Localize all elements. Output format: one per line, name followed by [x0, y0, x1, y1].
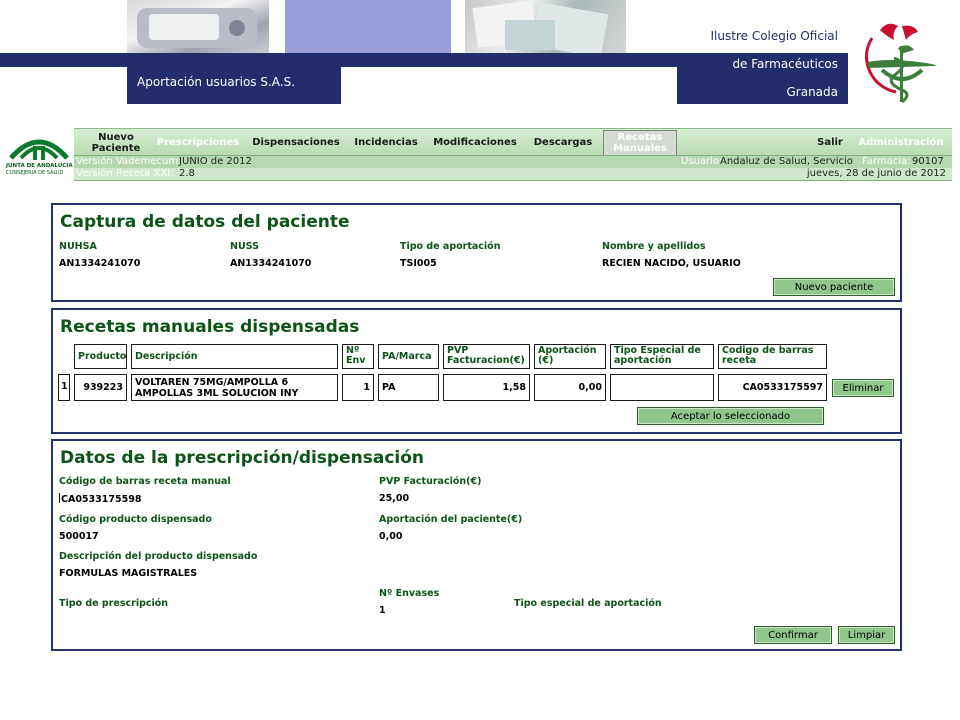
documents-image [465, 0, 626, 53]
limpiar-button[interactable]: Limpiar [838, 626, 895, 644]
main-nav [74, 128, 952, 156]
codigo-barras-label: Código de barras receta manual [59, 476, 231, 487]
col-tipo-especial-header: Tipo Especial de aportación [610, 344, 714, 369]
tipo-aportacion-value: TSI005 [400, 258, 437, 269]
receta-version-label: Versión Receta XXI: [76, 168, 174, 179]
col-nenv-header: Nº Env [342, 344, 374, 369]
row-pvp: 1,58 [443, 374, 530, 401]
nav-descargas[interactable]: Descargas [533, 137, 593, 148]
aportacion-paciente-value: 0,00 [379, 531, 403, 542]
usuario-value: Andaluz de Salud, Servicio [720, 156, 853, 167]
row-descripcion: VOLTAREN 75MG/AMPOLLA 6 AMPOLLAS 3ML SOLUCION INY [131, 374, 338, 401]
nuhsa-label: NUHSA [59, 241, 97, 252]
nav-nuevo-paciente[interactable]: Nuevo Paciente [91, 131, 141, 154]
col-codigo-header: Codigo de barras receta [718, 344, 827, 369]
junta-andalucia-logo [5, 128, 74, 181]
pharmacy-emblem-icon [858, 18, 940, 106]
aceptar-seleccionado-button[interactable]: Aceptar lo seleccionado [637, 407, 824, 425]
receta-version-value: 2.8 [179, 168, 195, 179]
recetas-panel-title: Recetas manuales dispensadas [60, 317, 360, 337]
header-caption: Aportación usuarios S.A.S. [137, 75, 296, 89]
row-nenv: 1 [342, 374, 374, 401]
org-name-line2: de Farmacéuticos [732, 57, 838, 71]
patient-panel [51, 203, 902, 302]
farmacia-label: Farmacia: [862, 156, 911, 167]
pvp-facturacion-value: 25,00 [379, 493, 410, 504]
aportacion-paciente-label: Aportación del paciente(€) [379, 514, 523, 525]
tipo-aportacion-label: Tipo de aportación [400, 241, 501, 252]
eliminar-button[interactable]: Eliminar [832, 379, 894, 397]
info-row-1 [74, 155, 952, 169]
row-codigo: CA0533175597 [718, 374, 827, 401]
pharmacy-logo [858, 18, 940, 106]
nuss-label: NUSS [230, 241, 259, 252]
col-pamarca-header: PA/Marca [378, 344, 439, 369]
confirmar-button[interactable]: Confirmar [754, 626, 832, 644]
pvp-facturacion-label: PVP Facturación(€) [379, 476, 482, 487]
vademecum-value: JUNIO de 2012 [179, 156, 252, 167]
org-name-line1: Ilustre Colegio Oficial [710, 29, 838, 43]
header-photo-block [285, 0, 451, 53]
tipo-especial-aportacion-label: Tipo especial de aportación [514, 598, 662, 609]
nav-salir[interactable]: Salir [817, 137, 843, 148]
col-producto-header: Producto [74, 344, 127, 369]
usuario-label: Usuario: [681, 156, 723, 167]
codigo-producto-value: 500017 [59, 531, 99, 542]
row-tipo-especial [610, 374, 714, 401]
col-pvp-header: PVP Facturacion(€) [443, 344, 530, 369]
descripcion-producto-label: Descripción del producto dispensado [59, 551, 258, 562]
vademecum-label: Versión Vademecum: [76, 156, 182, 167]
nombre-value: RECIEN NACIDO, USUARIO [602, 258, 741, 269]
envases-value: 1 [379, 605, 386, 616]
tipo-prescripcion-label: Tipo de prescripción [59, 598, 169, 609]
nombre-label: Nombre y apellidos [602, 241, 706, 252]
header-photo-scanner [127, 0, 269, 53]
prescripcion-panel [51, 439, 902, 651]
junta-logo-text1: JUNTA DE ANDALUCIA [6, 163, 73, 169]
row-aportacion: 0,00 [534, 374, 606, 401]
text-caret [59, 493, 60, 503]
row-pamarca: PA [378, 374, 439, 401]
row-index: 1 [58, 374, 70, 401]
nav-prescripciones[interactable]: Prescripciones [156, 137, 240, 148]
info-row-2 [74, 168, 952, 181]
nav-administracion[interactable]: Administración [858, 137, 944, 148]
prescripcion-panel-title: Datos de la prescripción/dispensación [60, 448, 425, 468]
scanner-image [127, 0, 269, 53]
col-aportacion-header: Aportación (€) [534, 344, 606, 369]
farmacia-value: 90107 [912, 156, 944, 167]
junta-logo-text2: CONSEJERIA DE SALUD [6, 170, 64, 176]
codigo-barras-value: CA0533175598 [61, 494, 142, 505]
nuhsa-value: AN1334241070 [59, 258, 141, 269]
nuevo-paciente-button[interactable]: Nuevo paciente [773, 278, 895, 296]
nuss-value: AN1334241070 [230, 258, 312, 269]
patient-panel-title: Captura de datos del paciente [60, 212, 350, 232]
row-producto: 939223 [74, 374, 127, 401]
codigo-producto-label: Código producto dispensado [59, 514, 212, 525]
descripcion-producto-value: FORMULAS MAGISTRALES [59, 568, 198, 579]
nav-incidencias[interactable]: Incidencias [354, 137, 418, 148]
org-name-line3: Granada [786, 85, 838, 99]
envases-label: Nº Envases [379, 588, 440, 599]
nav-dispensaciones[interactable]: Dispensaciones [252, 137, 340, 148]
current-date: jueves, 28 de junio de 2012 [806, 168, 946, 179]
nav-modificaciones[interactable]: Modificaciones [433, 137, 517, 148]
header-photo-documents [465, 0, 626, 53]
nav-recetas-manuales[interactable]: Recetas Manuales [603, 130, 677, 156]
col-descripcion-header: Descripción [131, 344, 338, 369]
codigo-barras-input[interactable] [59, 493, 141, 505]
recetas-panel [51, 308, 902, 434]
